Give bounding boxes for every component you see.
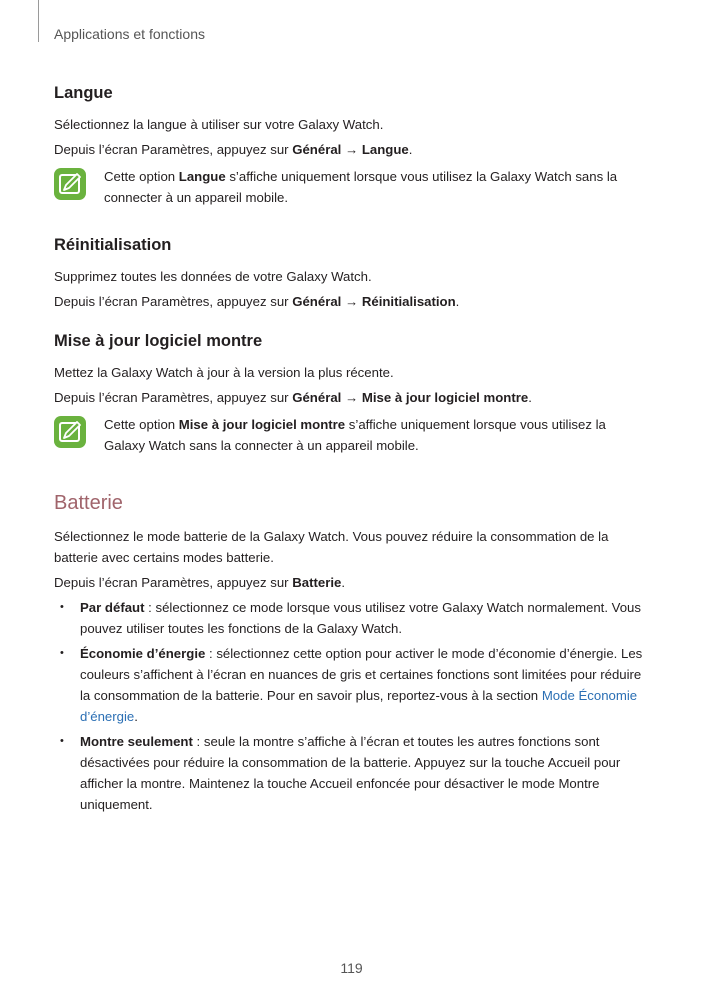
page-content [54,82,650,815]
header-title: Applications et fonctions [54,26,205,42]
battery-mode-list [54,597,650,815]
section-title-reset: Réinitialisation [54,236,172,254]
battery-desc: Sélectionnez le mode batterie de la Galaxy Watch. Vous pouvez réduire la consommation de la batterie avec certains modes batterie. [54,529,609,565]
update-desc: Mettez la Galaxy Watch à jour à la version la plus récente. [54,365,394,380]
langue-note: Cette option Langue s’affiche uniquement lorsque vous utilisez la Galaxy Watch sans la connecter à un appareil mobile. [54,166,650,208]
list-item: • Montre seulement : seule la montre s’affiche à l’écran et toutes les autres fonctions sont désactivées pour réduire la consommation de la batterie. Appuyez sur la touche Accueil pour afficher la montre. Maintenez la touche Accueil enfoncée pour désactiver le mode Montre uniquement. [54,731,650,815]
update-path: Depuis l’écran Paramètres, appuyez sur Général → Mise à jour logiciel montre. [54,390,532,405]
list-item: • Économie d’énergie : sélectionnez cette option pour activer le mode d’économie d’énergie. Les couleurs s’affichent à l’écran en nuances de gris et certaines fonctions sont limitées pour réduire la consommation de la batterie. Pour en savoir plus, reportez-vous à la section Mode Économie d’énergie. [54,643,650,727]
page-number: 119 [340,960,363,976]
battery-path: Depuis l’écran Paramètres, appuyez sur Batterie. [54,575,345,590]
note-pencil-icon [54,168,86,200]
langue-desc: Sélectionnez la langue à utiliser sur votre Galaxy Watch. [54,117,384,132]
reset-desc: Supprimez toutes les données de votre Galaxy Watch. [54,269,372,284]
update-note: Cette option Mise à jour logiciel montre s’affiche uniquement lorsque vous utilisez la Galaxy Watch sans la connecter à un appareil mobile. [54,414,650,456]
reset-path: Depuis l’écran Paramètres, appuyez sur Général → Réinitialisation. [54,294,460,309]
section-title-battery: Batterie [54,492,123,514]
section-title-update: Mise à jour logiciel montre [54,332,263,350]
note-pencil-icon [54,416,86,448]
section-title-langue: Langue [54,84,113,102]
power-saving-link[interactable]: Mode Économie d’énergie [80,688,638,724]
langue-path: Depuis l’écran Paramètres, appuyez sur Général → Langue. [54,142,413,157]
header-rule [38,0,39,42]
list-item: • Par défaut : sélectionnez ce mode lorsque vous utilisez votre Galaxy Watch normalement. Vous pouvez utiliser toutes les fonctions de la Galaxy Watch. [54,597,650,639]
